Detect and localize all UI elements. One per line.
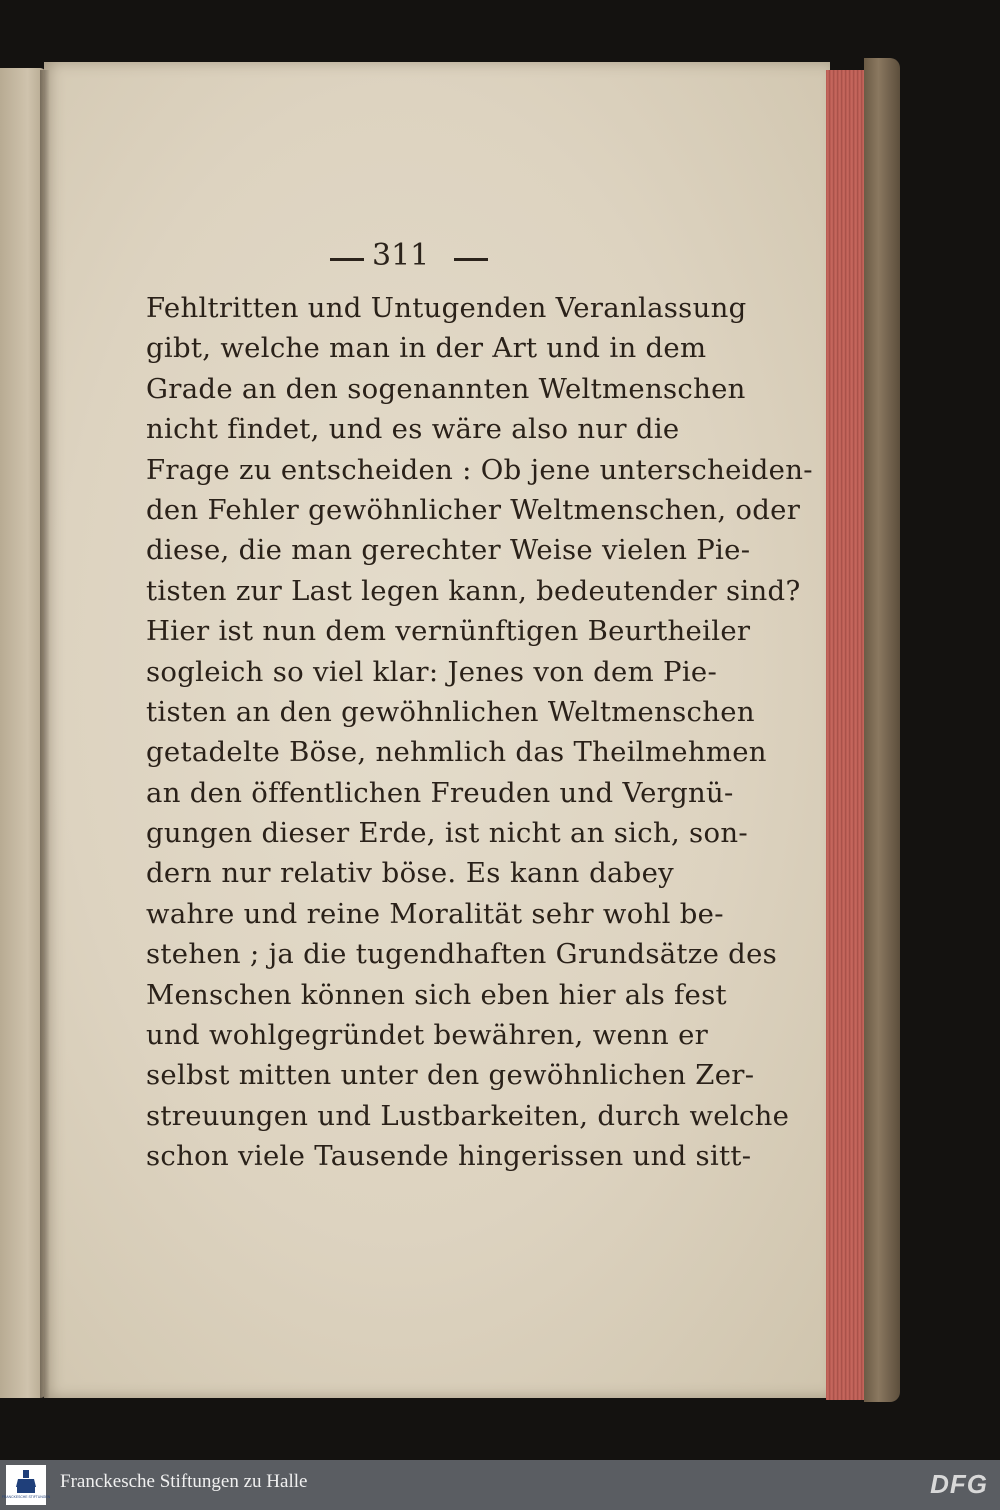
text-line: getadelte Böse, nehmlich das Theilmehmen bbox=[146, 736, 767, 769]
text-line: diese, die man gerechter Weise vielen Pie- bbox=[146, 534, 751, 567]
text-line: den Fehler gewöhnlicher Weltmenschen, oder bbox=[146, 493, 801, 526]
text-line: dern nur relativ böse. Es kann dabey bbox=[146, 857, 674, 890]
page-header bbox=[0, 238, 1000, 278]
text-line: nicht findet, und es wäre also nur die bbox=[146, 413, 680, 446]
body-text bbox=[146, 288, 813, 1177]
text-line: sogleich so viel klar: Jenes von dem Pie- bbox=[146, 655, 718, 688]
institution-name[interactable]: Franckesche Stiftungen zu Halle bbox=[60, 1471, 308, 1492]
text-line: gibt, welche man in der Art und in dem bbox=[146, 332, 707, 365]
text-line: schon viele Tausende hingerissen und sitt- bbox=[146, 1140, 752, 1173]
header-dash-right bbox=[454, 258, 488, 261]
page-number: 311 bbox=[372, 238, 430, 273]
logo-text: FRANCKESCHE STIFTUNGEN bbox=[1, 1495, 51, 1499]
text-line: Frage zu entscheiden : Ob jene unterscheiden- bbox=[146, 453, 813, 486]
text-line: Hier ist nun dem vernünftigen Beurtheiler bbox=[146, 615, 751, 648]
text-line: stehen ; ja die tugendhaften Grundsätze des bbox=[146, 938, 778, 971]
header-dash-left bbox=[330, 258, 364, 261]
dfg-logo[interactable]: DFG bbox=[930, 1469, 988, 1499]
text-line: an den öffentlichen Freuden und Vergnü- bbox=[146, 776, 734, 809]
text-line: tisten an den gewöhnlichen Weltmenschen bbox=[146, 695, 755, 728]
text-line: wahre und reine Moralität sehr wohl be- bbox=[146, 897, 724, 930]
text-line: gungen dieser Erde, ist nicht an sich, son- bbox=[146, 817, 748, 850]
institution-logo-icon[interactable] bbox=[1, 1465, 51, 1505]
footer-bar bbox=[0, 1460, 1000, 1510]
text-line: Fehltritten und Untugenden Veranlassung bbox=[146, 292, 747, 324]
text-line: selbst mitten unter den gewöhnlichen Zer- bbox=[146, 1059, 755, 1092]
text-line: streuungen und Lustbarkeiten, durch welche bbox=[146, 1099, 790, 1132]
text-line: und wohlgegründet bewähren, wenn er bbox=[146, 1019, 709, 1052]
text-line: tisten zur Last legen kann, bedeutender sind? bbox=[146, 574, 801, 607]
text-line: Menschen können sich eben hier als fest bbox=[146, 978, 727, 1011]
text-line: Grade an den sogenannten Weltmenschen bbox=[146, 372, 746, 405]
